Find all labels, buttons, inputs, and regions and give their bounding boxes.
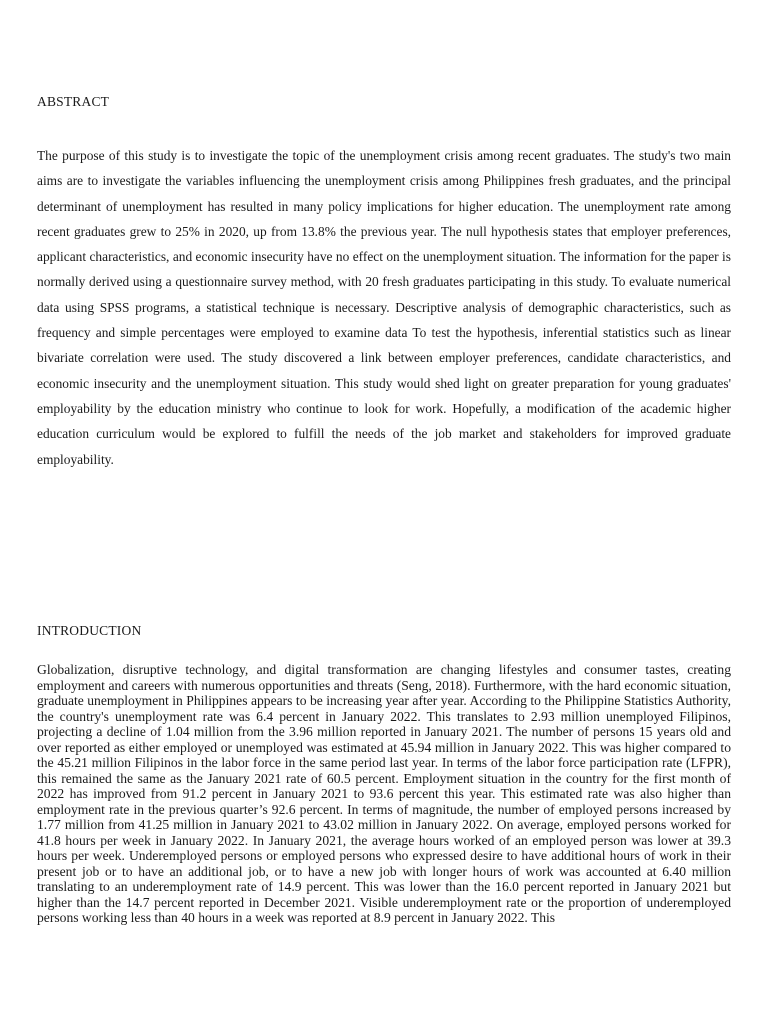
abstract-paragraph: The purpose of this study is to investigate the topic of the unemployment crisis among recent graduates. The study's two main aims are to investigate the variables influencing the unemployment crisis among Philippines fresh graduates, and the principal determinant of unemployment has resulted in many policy implications for higher education. The unemployment rate among recent graduates grew to 25% in 2020, up from 13.8% the previous year. The null hypothesis states that employer preferences, applicant characteristics, and economic insecurity have no effect on the unemployment situation. The information for the paper is normally derived using a questionnaire survey method, with 20 fresh graduates participating in this study. To evaluate numerical data using SPSS programs, a statistical technique is necessary. Descriptive analysis of demographic characteristics, such as frequency and simple percentages were employed to examine data To test the hypothesis, inferential statistics such as linear bivariate correlation were used. The study discovered a link between employer preferences, candidate characteristics, and economic insecurity and the unemployment situation. This study would shed light on greater preparation for young graduates' employability by the education ministry who continue to look for work. Hopefully, a modification of the academic higher education curriculum would be explored to fulfill the needs of the job market and stakeholders for improved graduate employability.: [37, 148, 731, 467]
introduction-paragraph: Globalization, disruptive technology, and digital transformation are changing lifestyles and consumer tastes, creating employment and careers with numerous opportunities and threats (Seng, 2018). Furthermore, with the hard economic situation, graduate unemployment in Philippines appears to be increasing year after year. According to the Philippine Statistics Authority, the country's unemployment rate was 6.4 percent in January 2022. This translates to 2.93 million unemployed Filipinos, projecting a decline of 1.04 million from the 3.96 million reported in January 2021. The number of persons 15 years old and over reported as either employed or unemployed was estimated at 45.94 million in January 2022. This was higher compared to the 45.21 million Filipinos in the labor force in the same period last year. In terms of the labor force participation rate (LFPR), this remained the same as the January 2021 rate of 60.5 percent. Employment situation in the country for the first month of 2022 has improved from 91.2 percent in January 2021 to 93.6 percent this year. This estimated rate was also higher than employment rate in the previous quarter’s 92.6 percent. In terms of magnitude, the number of employed persons increased by 1.77 million from 41.25 million in January 2021 to 43.02 million in January 2022. On average, employed persons worked for 41.8 hours per week in January 2022. In January 2021, the average hours worked of an employed person was lower at 39.3 hours per week. Underemployed persons or employed persons who expressed desire to have additional hours of work in their present job or to have an additional job, or to have a new job with longer hours of work was accounted at 6.40 million translating to an underemployment rate of 14.9 percent. This was lower than the 16.0 percent reported in January 2021 but higher than the 14.7 percent reported in December 2021. Visible underemployment rate or the proportion of underemployed persons working less than 40 hours in a week was reported at 8.9 percent in January 2022. This: [37, 662, 731, 925]
abstract-heading: ABSTRACT: [37, 94, 110, 109]
introduction-heading: INTRODUCTION: [37, 623, 142, 638]
